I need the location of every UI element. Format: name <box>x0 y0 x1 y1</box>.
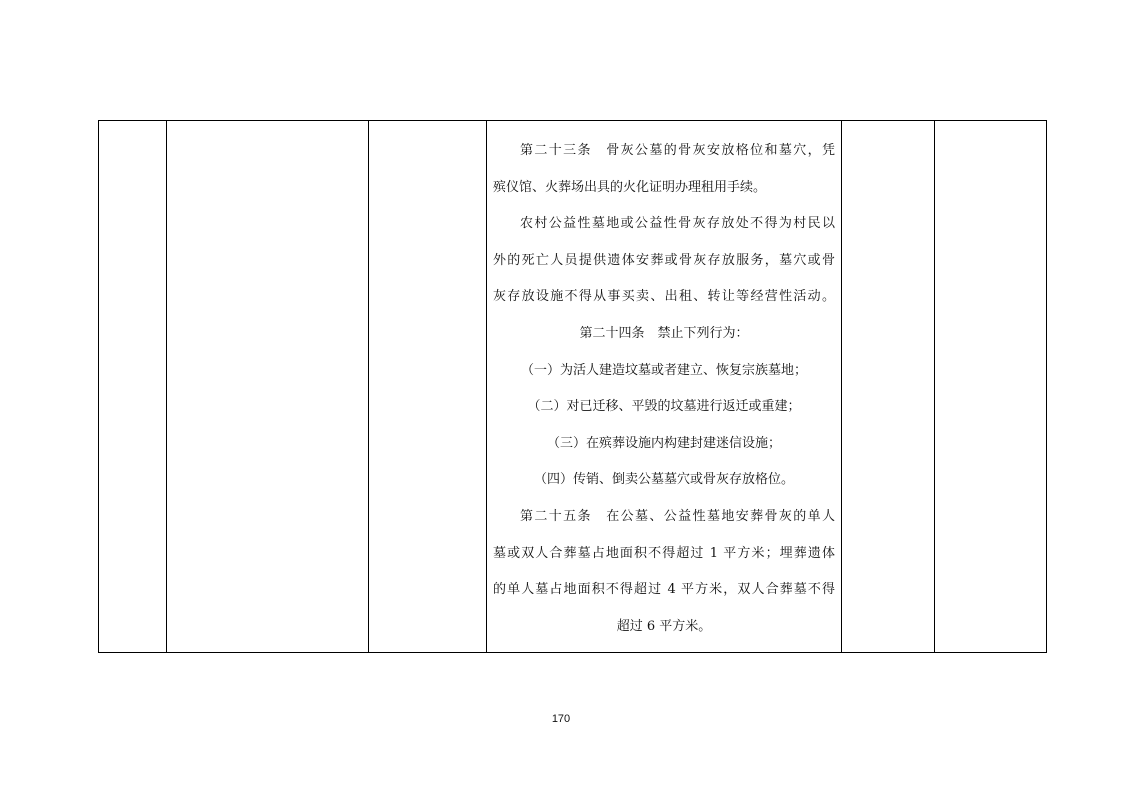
text-line: （二）对已迁移、平毁的坟墓进行返迁或重建； <box>527 399 801 415</box>
text-line: 超过 6 平方米。 <box>616 618 712 634</box>
text-line: （四）传销、倒卖公墓墓穴或骨灰存放格位。 <box>533 472 794 488</box>
text-line: （一）为活人建造坟墓或者建立、恢复宗族墓地； <box>520 362 807 378</box>
text-line: 墓或双人合葬墓占地面积不得超过 1 平方米；埋葬遗体 <box>493 545 835 561</box>
text-line: 第二十四条 禁止下列行为： <box>579 325 749 341</box>
table-cell-col3 <box>369 121 487 653</box>
text-line: 殡仪馆、火葬场出具的火化证明办理租用手续。 <box>493 179 767 195</box>
text-line: 第二十三条 骨灰公墓的骨灰安放格位和墓穴，凭 <box>520 143 835 158</box>
table-cell-col6 <box>935 121 1047 653</box>
text-line: （三）在殡葬设施内构建封建迷信设施； <box>546 435 781 451</box>
table-cell-col1 <box>99 121 167 653</box>
text-line: 第二十五条 在公墓、公益性墓地安葬骨灰的单人 <box>520 508 835 524</box>
table-cell-col5 <box>842 121 935 653</box>
page-number: 170 <box>551 713 571 725</box>
text-line: 的单人墓占地面积不得超过 4 平方米，双人合葬墓不得 <box>493 582 835 598</box>
text-line: 农村公益性墓地或公益性骨灰存放处不得为村民以 <box>520 216 835 232</box>
table-row <box>99 121 1047 653</box>
text-line: 灰存放设施不得从事买卖、出租、转让等经营性活动。 <box>493 289 835 305</box>
regulation-table <box>98 120 1047 653</box>
text-line: 外的死亡人员提供遗体安葬或骨灰存放服务，墓穴或骨 <box>493 252 835 268</box>
regulation-content-cell <box>487 121 842 653</box>
table-cell-col2 <box>167 121 369 653</box>
